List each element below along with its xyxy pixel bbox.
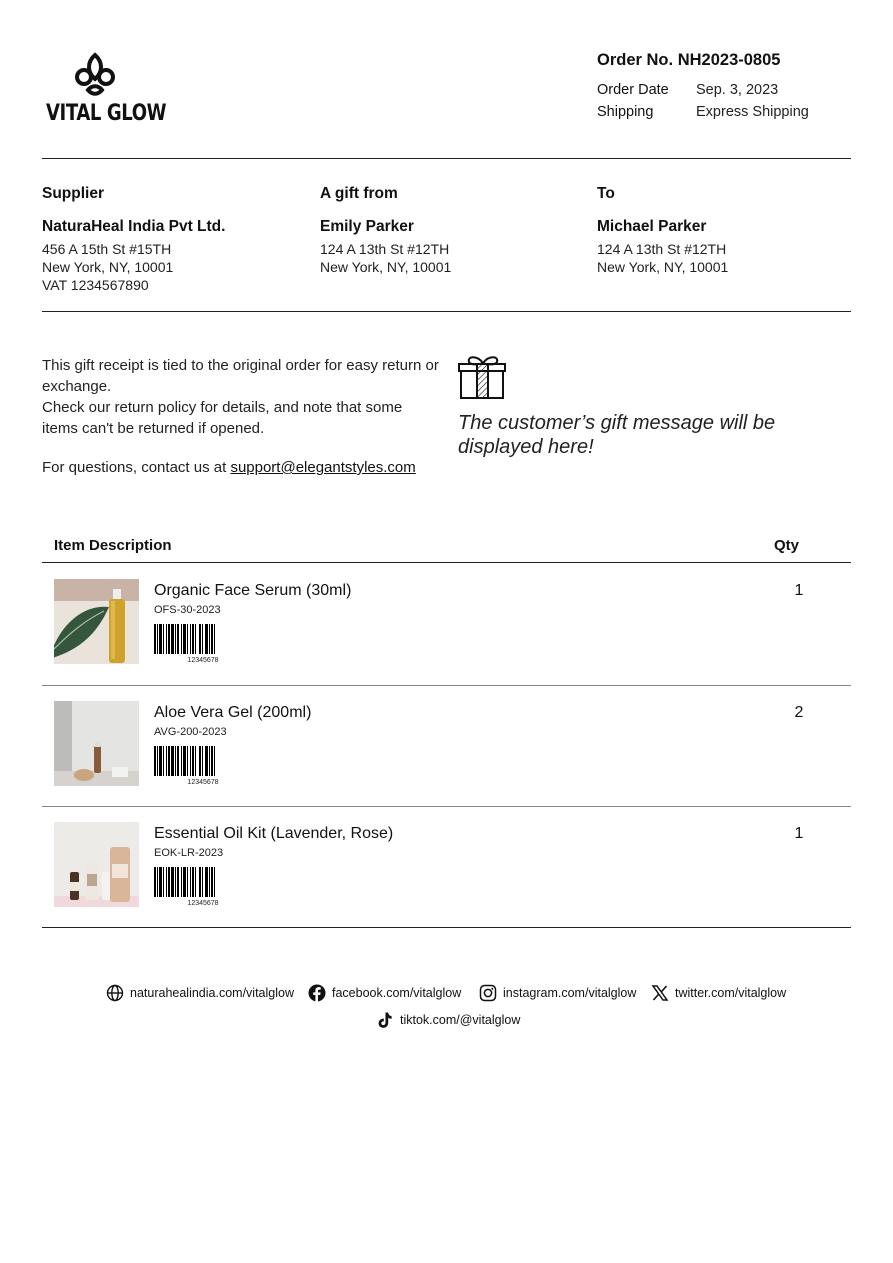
barcode-bar [187,624,188,654]
twitter-link[interactable]: twitter.com/vitalglow [651,984,786,1002]
col-header-qty: Qty [774,537,800,554]
barcode-bar [177,624,179,654]
item-name: Organic Face Serum (30ml) [154,582,352,599]
barcode-bar [159,624,162,654]
barcode-number: 12345678 [187,900,219,907]
barcode-bar [187,746,188,776]
instagram-icon [479,984,497,1002]
gift-box-icon [458,354,508,400]
barcode-bar [214,867,215,897]
item-sku: EOK-LR-2023 [154,847,224,859]
parties-divider [42,311,851,312]
product-image-face-serum [54,579,139,664]
barcode-bar [177,746,179,776]
supplier-title: Supplier [42,185,105,202]
barcode-bar [183,624,186,654]
barcode-bar [166,867,167,897]
barcode-bar [183,746,186,776]
barcode-bar [211,624,213,654]
barcode-bar [199,624,201,654]
header-divider [42,158,851,159]
barcode-bar [209,867,210,897]
barcode-bar [195,867,196,897]
support-email-link[interactable]: support@elegantstyles.com [230,459,416,476]
barcode-bar [159,867,162,897]
barcode-number: 12345678 [187,779,219,786]
policy-note: Check our return policy for details, and note that some items can't be returned if opened. [42,399,403,437]
barcode-bar [171,624,174,654]
barcode-bar [190,746,191,776]
contact-note: For questions, contact us at support@elegantstyles.com [42,459,416,476]
barcode-bar [199,746,201,776]
barcode-bar [168,746,170,776]
barcode-bar [202,746,203,776]
barcode-bar [214,624,215,654]
barcode-bar [163,624,164,654]
gift-message-text: The customer’s gift message will be displayed here! [458,412,776,458]
barcode-bar [211,867,213,897]
globe-icon [106,984,124,1002]
table-bottom-divider [42,927,851,928]
return-note: This gift receipt is tied to the original order for easy return or exchange. [42,357,439,395]
facebook-icon [308,984,326,1002]
barcode [154,867,252,897]
barcode-bar [183,867,186,897]
barcode-bar [205,867,208,897]
barcode-bar [190,624,191,654]
gift-from-title: A gift from [320,185,398,202]
barcode-bar [192,624,194,654]
barcode-bar [199,867,201,897]
recipient-title: To [597,185,615,202]
facebook-link[interactable]: facebook.com/vitalglow [308,984,461,1002]
barcode-bar [202,867,203,897]
barcode-bar [168,867,170,897]
item-name: Aloe Vera Gel (200ml) [154,704,312,721]
barcode-bar [181,746,182,776]
barcode-number: 12345678 [187,657,219,664]
barcode [154,746,252,776]
barcode-bar [214,746,215,776]
barcode-bar [181,624,182,654]
barcode-bar [163,867,164,897]
barcode-bar [192,867,194,897]
supplier-name: NaturaHeal India Pvt Ltd. [42,218,226,235]
barcode-bar [175,867,176,897]
barcode-bar [175,746,176,776]
barcode-bar [181,867,182,897]
item-qty: 2 [794,704,804,721]
shipping-method: Express Shipping [696,104,809,120]
barcode-bar [157,746,158,776]
product-image-aloe-gel [54,701,139,786]
barcode-bar [195,624,196,654]
gift-from-name: Emily Parker [320,218,414,235]
barcode [154,624,252,654]
barcode-bar [205,624,208,654]
website-link[interactable]: naturahealindia.com/vitalglow [106,984,294,1002]
barcode-bar [205,746,208,776]
barcode-bar [177,867,179,897]
barcode-bar [154,624,156,654]
recipient-address: 124 A 13th St #12TH New York, NY, 10001 [597,241,729,275]
product-image-oil-kit [54,822,139,907]
item-sku: AVG-200-2023 [154,726,227,738]
barcode-bar [166,746,167,776]
shipping-label: Shipping [597,104,654,120]
barcode-bar [195,746,196,776]
order-date-label: Order Date [597,82,669,98]
barcode-bar [190,867,191,897]
barcode-bar [211,746,213,776]
barcode-bar [187,867,188,897]
item-qty: 1 [794,825,804,842]
recipient-name: Michael Parker [597,218,707,235]
tiktok-link[interactable]: tiktok.com/@vitalglow [376,1011,520,1029]
instagram-link[interactable]: instagram.com/vitalglow [479,984,636,1002]
barcode-bar [163,746,164,776]
barcode-bar [171,746,174,776]
barcode-bar [171,867,174,897]
barcode-bar [159,746,162,776]
leaf-flower-icon [74,52,116,96]
barcode-bar [154,746,156,776]
table-row [42,686,851,807]
col-header-description: Item Description [54,537,172,554]
table-header-divider [42,562,851,563]
supplier-address: 456 A 15th St #15TH New York, NY, 10001 VAT 1234567890 [42,241,174,293]
barcode-bar [157,624,158,654]
gift-from-address: 124 A 13th St #12TH New York, NY, 10001 [320,241,452,275]
x-twitter-icon [651,984,669,1002]
order-number: Order No. NH2023-0805 [597,51,781,69]
barcode-bar [209,624,210,654]
order-date: Sep. 3, 2023 [696,82,779,98]
barcode-bar [154,867,156,897]
item-name: Essential Oil Kit (Lavender, Rose) [154,825,394,842]
item-sku: OFS-30-2023 [154,604,221,616]
tiktok-icon [376,1011,394,1029]
table-row [42,807,851,928]
brand-name: VITAL GLOW [46,101,167,126]
barcode-bar [168,624,170,654]
item-qty: 1 [794,582,804,599]
barcode-bar [202,624,203,654]
barcode-bar [157,867,158,897]
barcode-bar [209,746,210,776]
table-row [42,564,851,685]
barcode-bar [192,746,194,776]
barcode-bar [166,624,167,654]
barcode-bar [175,624,176,654]
